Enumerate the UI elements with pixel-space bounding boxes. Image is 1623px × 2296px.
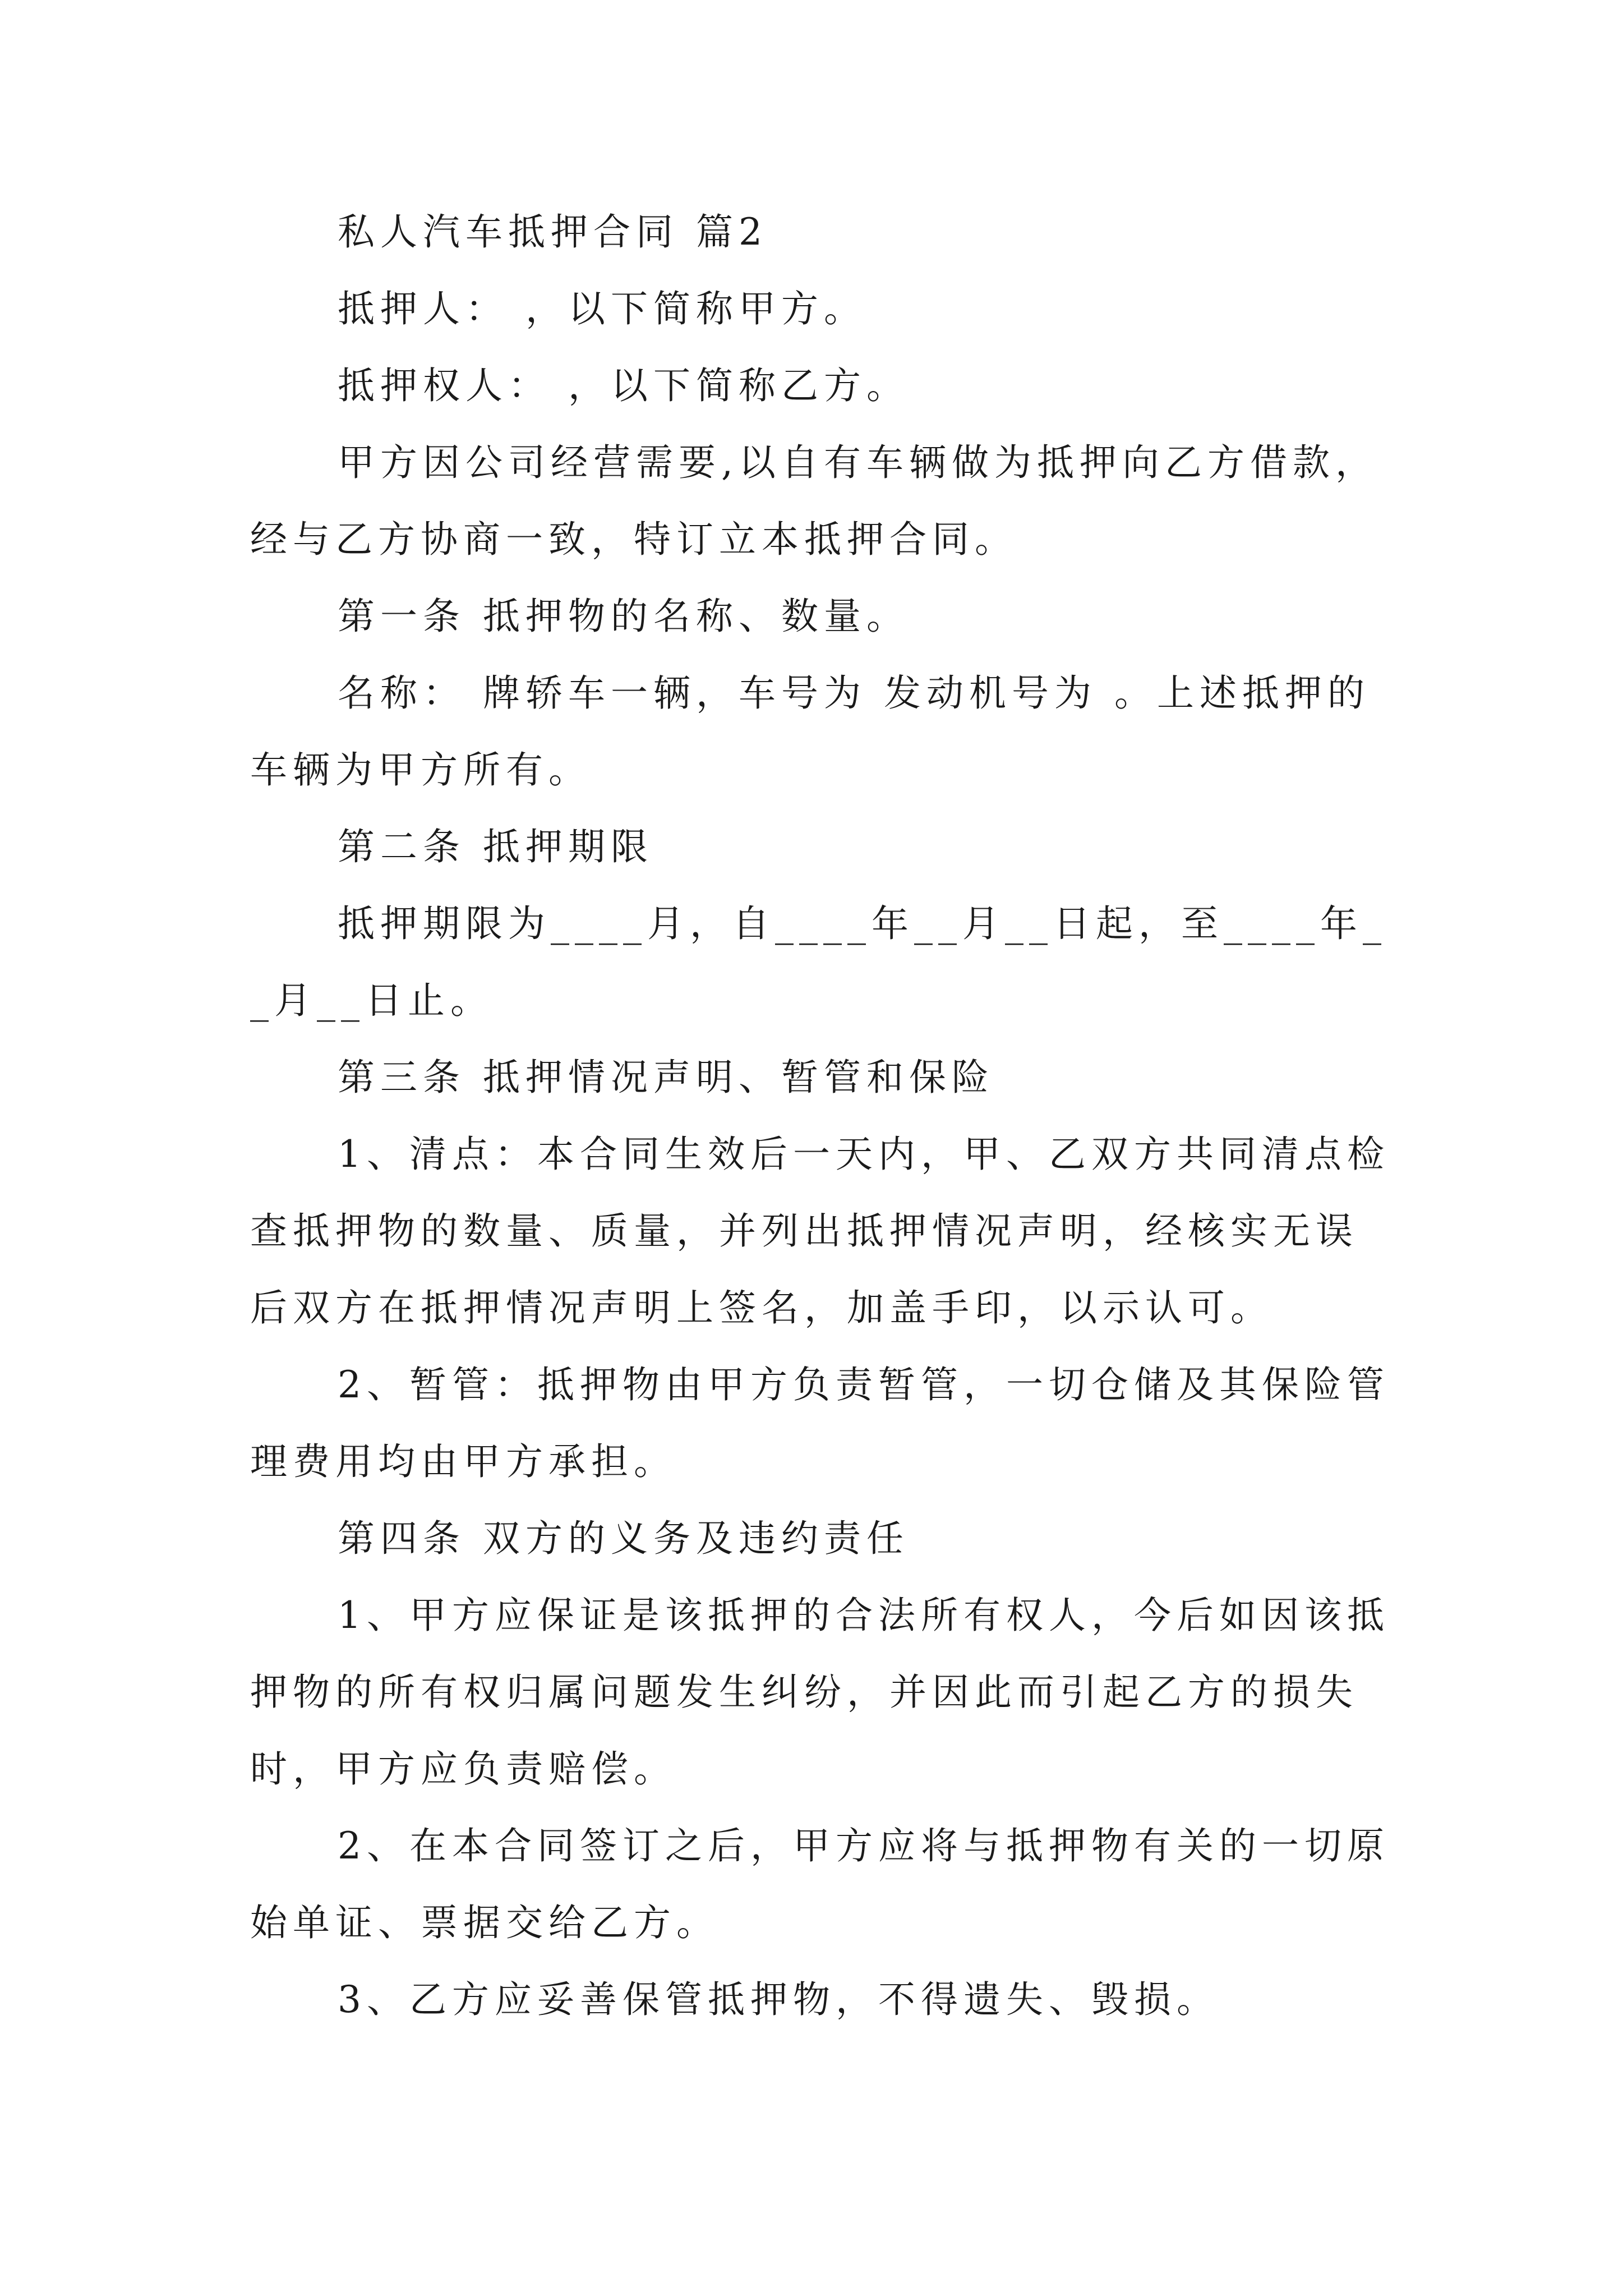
preamble-paragraph: 甲方因公司经营需要,以自有车辆做为抵押向乙方借款，经与乙方协商一致，特订立本抵押合同。: [250, 441, 1378, 561]
article-2-text: 抵押期限为____月，自____年__月__日起，至____年__月__日止。: [250, 902, 1387, 1022]
article-3-item-2: 2、暂管：抵押物由甲方负责暂管，一切仓储及其保险管理费用均由甲方承担。: [250, 1363, 1390, 1483]
article-4-heading: 第四条 双方的义务及违约责任: [338, 1517, 909, 1560]
article-1-heading: 第一条 抵押物的名称、数量。: [338, 595, 909, 638]
article-4-item-1: 1、甲方应保证是该抵押的合法所有权人，今后如因该抵押物的所有权归属问题发生纠纷，并因此而引起乙方的损失时，甲方应负责赔偿。: [250, 1594, 1390, 1791]
article-3-heading: 第三条 抵押情况声明、暂管和保险: [338, 1056, 994, 1099]
document-body: [250, 194, 1394, 2038]
article-2-heading: 第二条 抵押期限: [338, 825, 653, 868]
article-4-item-2: 2、在本合同签订之后，甲方应将与抵押物有关的一切原始单证、票据交给乙方。: [250, 1824, 1390, 1944]
article-4-item-3: 3、乙方应妥善保管抵押物，不得遗失、毁损。: [338, 1978, 1219, 2021]
article-1-text: 名称： 牌轿车一辆，车号为 发动机号为 。上述抵押的车辆为甲方所有。: [250, 671, 1370, 792]
article-3-item-1: 1、清点：本合同生效后一天内，甲、乙双方共同清点检查抵押物的数量、质量，并列出抵押情况声明，经核实无误后双方在抵押情况声明上签名，加盖手印，以示认可。: [250, 1133, 1390, 1329]
mortgagor-line: 抵押人： ，以下简称甲方。: [338, 287, 866, 330]
mortgagee-line: 抵押权人： ，以下简称乙方。: [338, 364, 909, 407]
document-title: 私人汽车抵押合同 篇2: [338, 210, 768, 254]
